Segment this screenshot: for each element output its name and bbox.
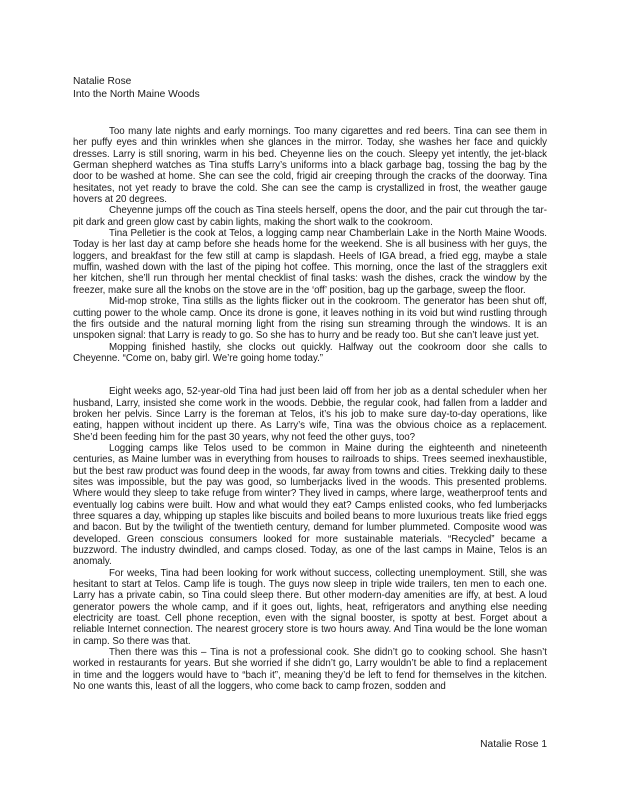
paragraph: Tina Pelletier is the cook at Telos, a logging camp near Chamberlain Lake in the North Maine Woods. Today is her last day at camp before she heads home for the weekend. She is all business with her guys, the loggers, and breakfast for the few still at camp is slapdash. Heels of IGA bread, a fried egg, maybe a stale muffin, washed down with the last of the piping hot coffee. This morning, once the last of the stragglers exit her kitchen, she’ll run through her mental checklist of final tasks: wash the dishes, crack the window by the freezer, make sure all the knobs on the stove are in the ‘off’ position, bag up the garbage, sweep the floor. <box>73 228 547 296</box>
paragraph: For weeks, Tina had been looking for work without success, collecting unemployment. Still, she was hesitant to start at Telos. Camp life is tough. The guys now sleep in triple wide trailers, ten men to each one. Larry has a private cabin, so Tina could sleep there. But other modern-day amenities are iffy, at best. A loud generator powers the whole camp, and if it goes out, lights, heat, refrigerators and anything else needing electricity are toast. Cell phone reception, even with the signal booster, is spotty at best. Forget about a reliable Internet connection. The nearest grocery store is two hours away. And Tina would be the lone woman in camp. So there was that. <box>73 567 547 647</box>
page-footer: Natalie Rose 1 <box>480 739 547 750</box>
author-name: Natalie Rose <box>73 76 132 87</box>
paragraph: Eight weeks ago, 52-year-old Tina had just been laid off from her job as a dental scheduler when her husband, Larry, insisted she come work in the woods. Debbie, the regular cook, had fallen from a ladder and broken her pelvis. Since Larry is the foreman at Telos, it’s his job to make sure day-to-day operations, like eating, happen without incident up there. As Larry’s wife, Tina was the obvious choice as a replacement. She’d been feeding him for the past 30 years, why not feed the other guys, too? <box>73 386 547 443</box>
paragraph: Then there was this – Tina is not a professional cook. She didn’t go to cooking school. She hasn’t worked in restaurants for years. But she worried if she didn’t go, Larry wouldn’t be able to find a replacement in time and the loggers would have to “bach it”, meaning they’d be left to fend for themselves in the kitchen. No one wants this, least of all the loggers, who come back to camp frozen, sodden and <box>73 647 547 693</box>
section-1 <box>73 126 547 364</box>
paragraph: Logging camps like Telos used to be common in Maine during the eighteenth and nineteenth centuries, as Maine lumber was in everything from houses to railroads to ships. Trees seemed inexhaustible, but the best raw product was found deep in the woods, far away from towns and cities. Trekking daily to these sites was impossible, but the pay was good, so lumberjacks lived in the woods. This presented problems. Where would they sleep to take refuge from winter? They lived in camps, where large, weatherproof tents and eventually log cabins were built. How and what would they eat? Camps enlisted cooks, who fed lumberjacks three squares a day, whipping up staples like biscuits and boiled beans to more luxurious treats like fried eggs and bacon. But by the twilight of the twentieth century, demand for lumber plummeted. Composite wood was developed. Green conscious consumers looked for more sustainable materials. “Recycled” became a buzzword. The industry dwindled, and camps closed. Today, as one of the last camps in Maine, Telos is an anomaly. <box>73 442 547 568</box>
paragraph: Mopping finished hastily, she clocks out quickly. Halfway out the cookroom door she calls to Cheyenne. “Come on, baby girl. We’re going home today.” <box>73 341 547 364</box>
paragraph: Too many late nights and early mornings. Too many cigarettes and red beers. Tina can see them in her puffy eyes and thin wrinkles when she glances in the mirror. Today, she washes her face and quickly dresses. Larry is still snoring, warm in his bed. Cheyenne lies on the couch. Sleepy yet intently, the jet-black German shepherd watches as Tina stuffs Larry’s uniforms into a black garbage bag, tossing the bag by the door to be washed at home. She can see the cold, frigid air creeping through the cracks of the doorway. Tina hesitates, not yet ready to brave the cold. She can see the camp is crystallized in frost, the weather gauge hovers at 20 degrees. <box>73 126 547 206</box>
document-page <box>73 76 547 693</box>
document-body <box>73 126 547 693</box>
paragraph: Mid-mop stroke, Tina stills as the lights flicker out in the cookroom. The generator has been shut off, cutting power to the whole camp. Once its drone is gone, it leaves nothing in its void but wind rustling through the firs outside and the natural morning light from the rising sun streaming through the windows. It is an unspoken signal: that Larry is ready to go. So she has to hurry and be ready too. But she can’t leave just yet. <box>73 296 547 342</box>
document-title: Into the North Maine Woods <box>73 88 200 100</box>
paragraph: Cheyenne jumps off the couch as Tina steels herself, opens the door, and the pair cut through the tar-pit dark and green glow cast by cabin lights, making the short walk to the cookroom. <box>73 205 547 228</box>
section-2 <box>73 386 547 692</box>
